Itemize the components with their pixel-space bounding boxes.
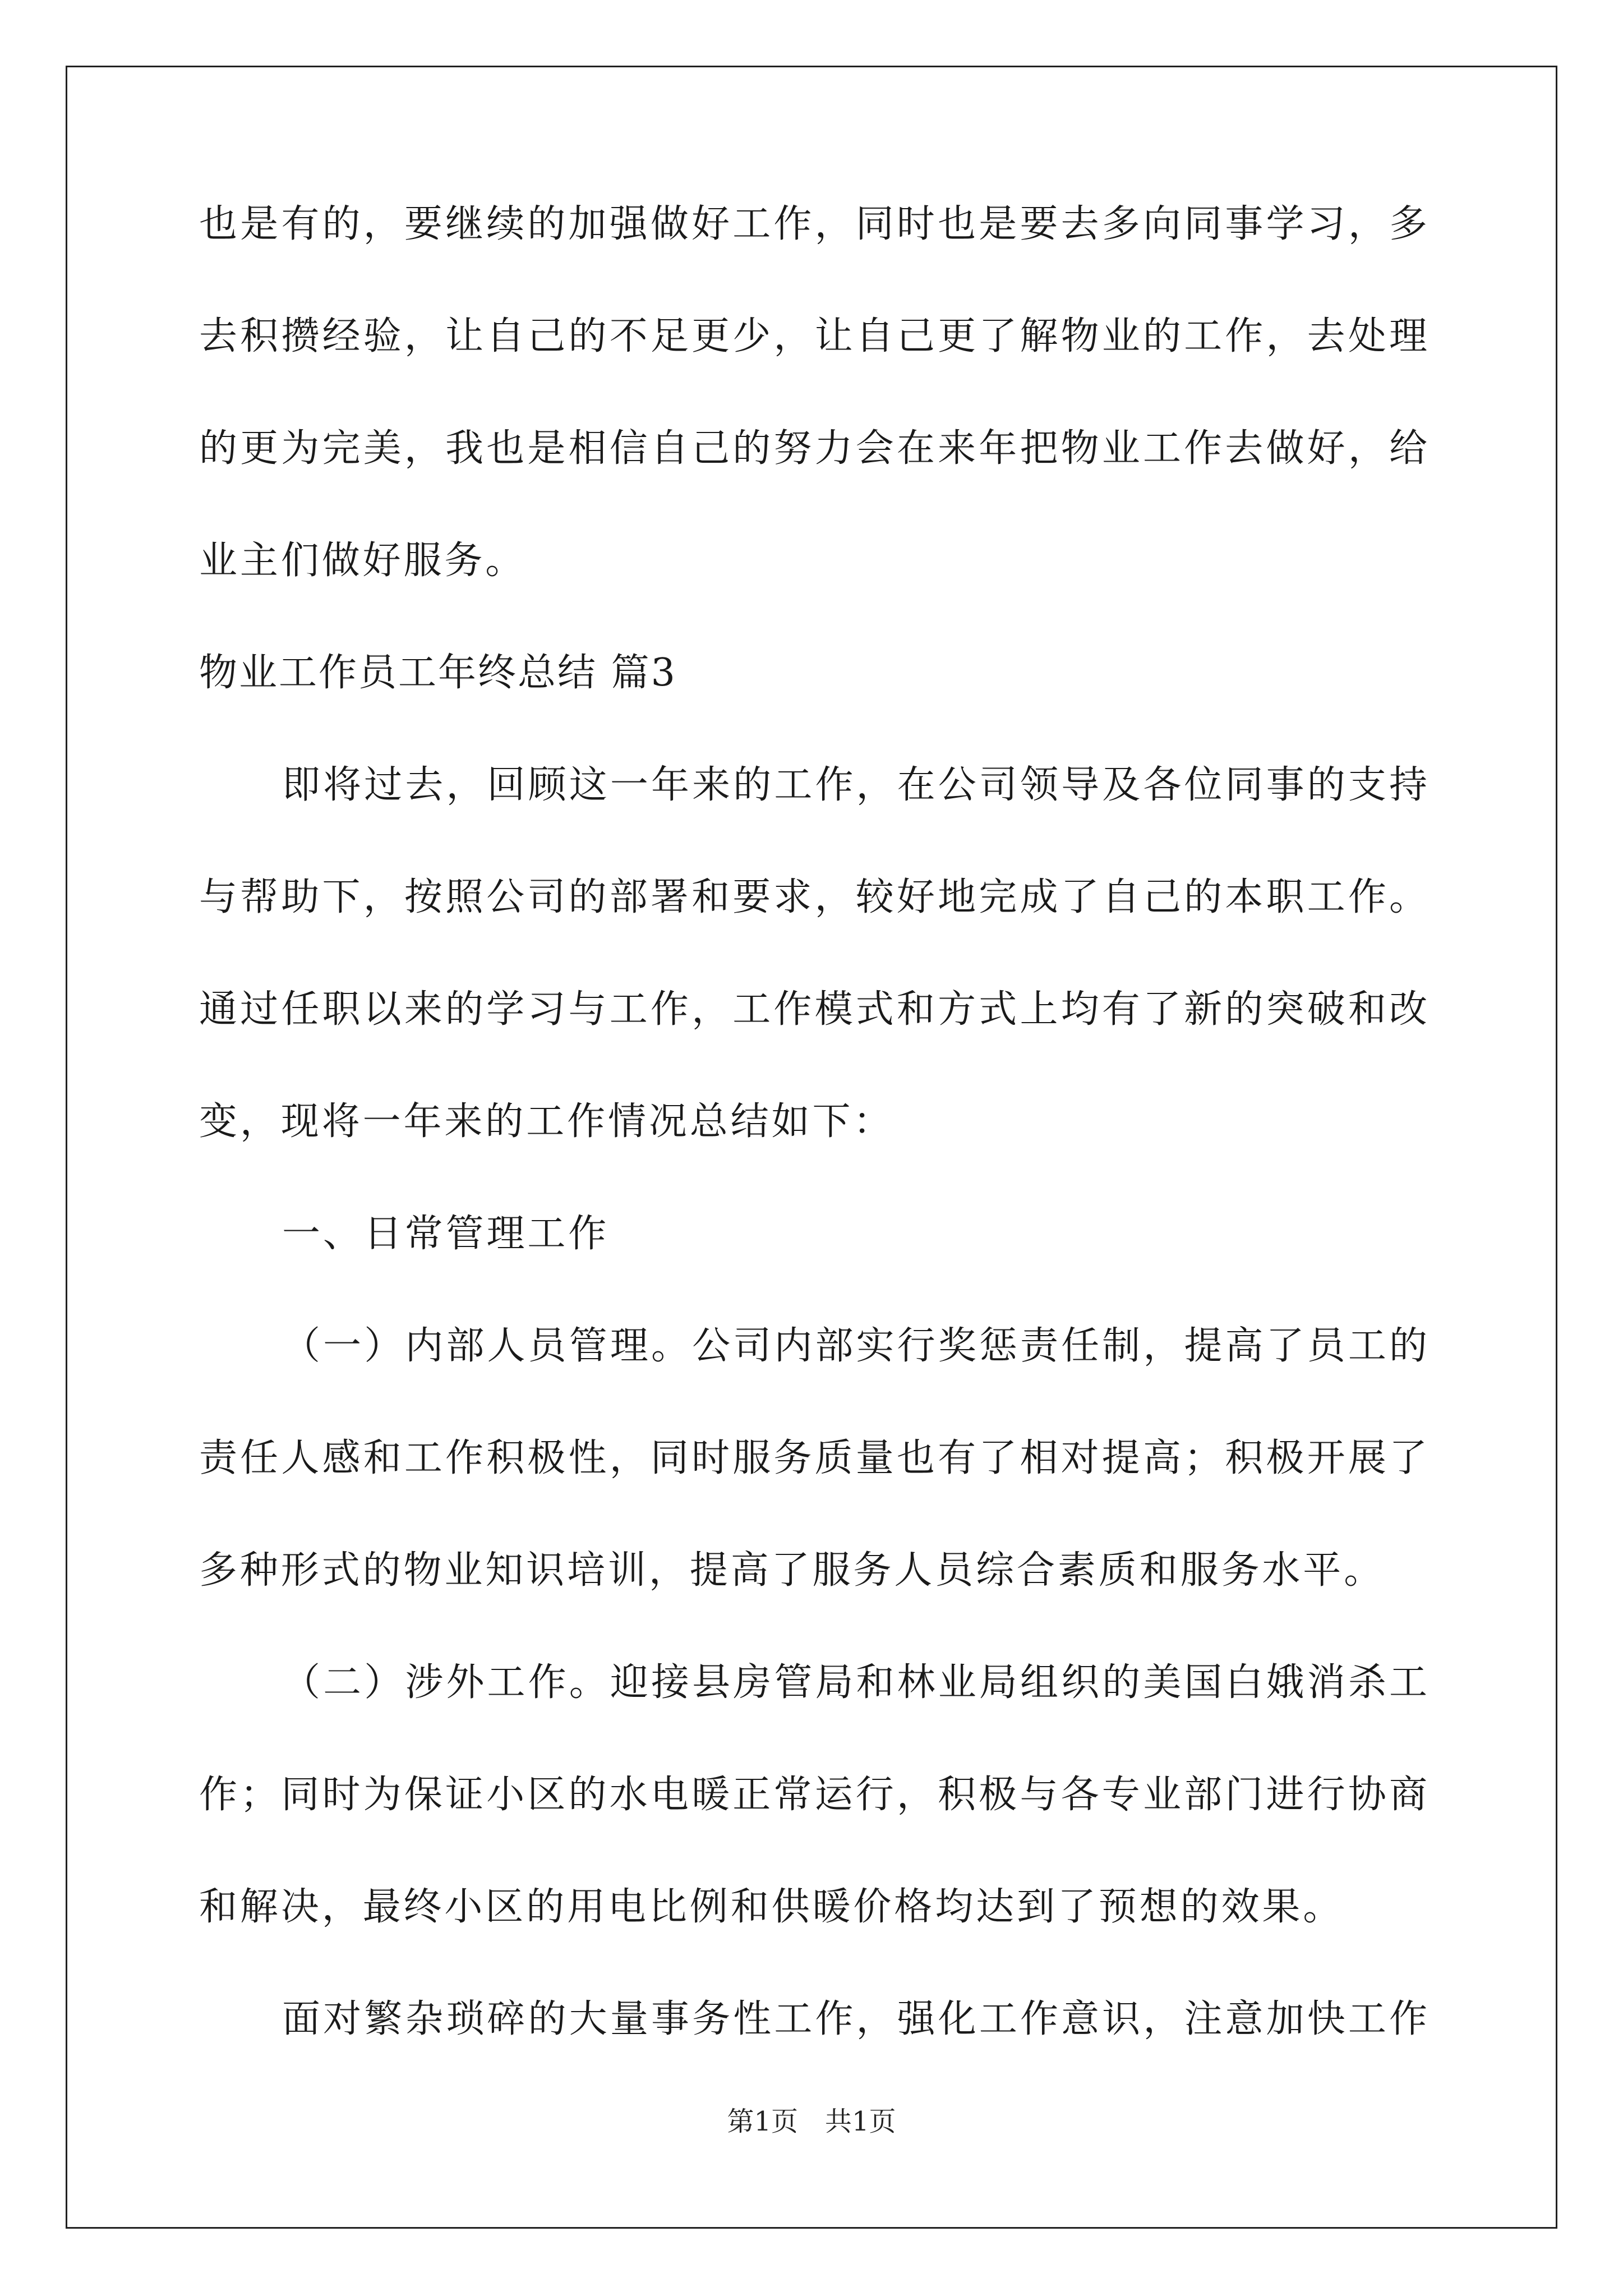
paragraph-line: 责任人感和工作积极性，同时服务质量也有了相对提高；积极开展了 (199, 1436, 1427, 1480)
paragraph-line: 多种形式的物业知识培训，提高了服务人员综合素质和服务水平。 (199, 1548, 1385, 1593)
paragraph-line: 业主们做好服务。 (199, 539, 527, 583)
paragraph-line: 的更为完美，我也是相信自己的努力会在来年把物业工作去做好，给 (199, 426, 1427, 471)
paragraph-line: 去积攒经验，让自己的不足更少，让自己更了解物业的工作，去处理 (199, 314, 1427, 358)
paragraph-line: 作；同时为保证小区的水电暖正常运行，积极与各专业部门进行协商 (199, 1773, 1427, 1817)
paragraph-line: （二）涉外工作。迎接县房管局和林业局组织的美国白娥消杀工 (282, 1660, 1427, 1705)
paragraph-line: 与帮助下，按照公司的部署和要求，较好地完成了自己的本职工作。 (199, 875, 1427, 919)
document-body (199, 196, 1427, 2104)
section-heading: 物业工作员工年终总结 篇3 (199, 651, 677, 695)
page-number: 第1页 (727, 2106, 798, 2137)
paragraph-line: 和解决，最终小区的用电比例和供暖价格均达到了预想的效果。 (199, 1885, 1344, 1929)
page-total: 共1页 (825, 2106, 896, 2137)
paragraph-line: 也是有的，要继续的加强做好工作，同时也是要去多向同事学习，多 (199, 202, 1427, 246)
subsection-heading: 一、日常管理工作 (282, 1212, 610, 1256)
paragraph-line: 通过任职以来的学习与工作，工作模式和方式上均有了新的突破和改 (199, 987, 1427, 1032)
page-footer (0, 2105, 1623, 2138)
paragraph-line: （一）内部人员管理。公司内部实行奖惩责任制，提高了员工的 (282, 1324, 1427, 1368)
paragraph-line: 变，现将一年来的工作情况总结如下： (199, 1099, 895, 1144)
paragraph-line: 即将过去，回顾这一年来的工作，在公司领导及各位同事的支持 (282, 763, 1427, 807)
paragraph-line: 面对繁杂琐碎的大量事务性工作，强化工作意识，注意加快工作 (282, 1997, 1427, 2041)
